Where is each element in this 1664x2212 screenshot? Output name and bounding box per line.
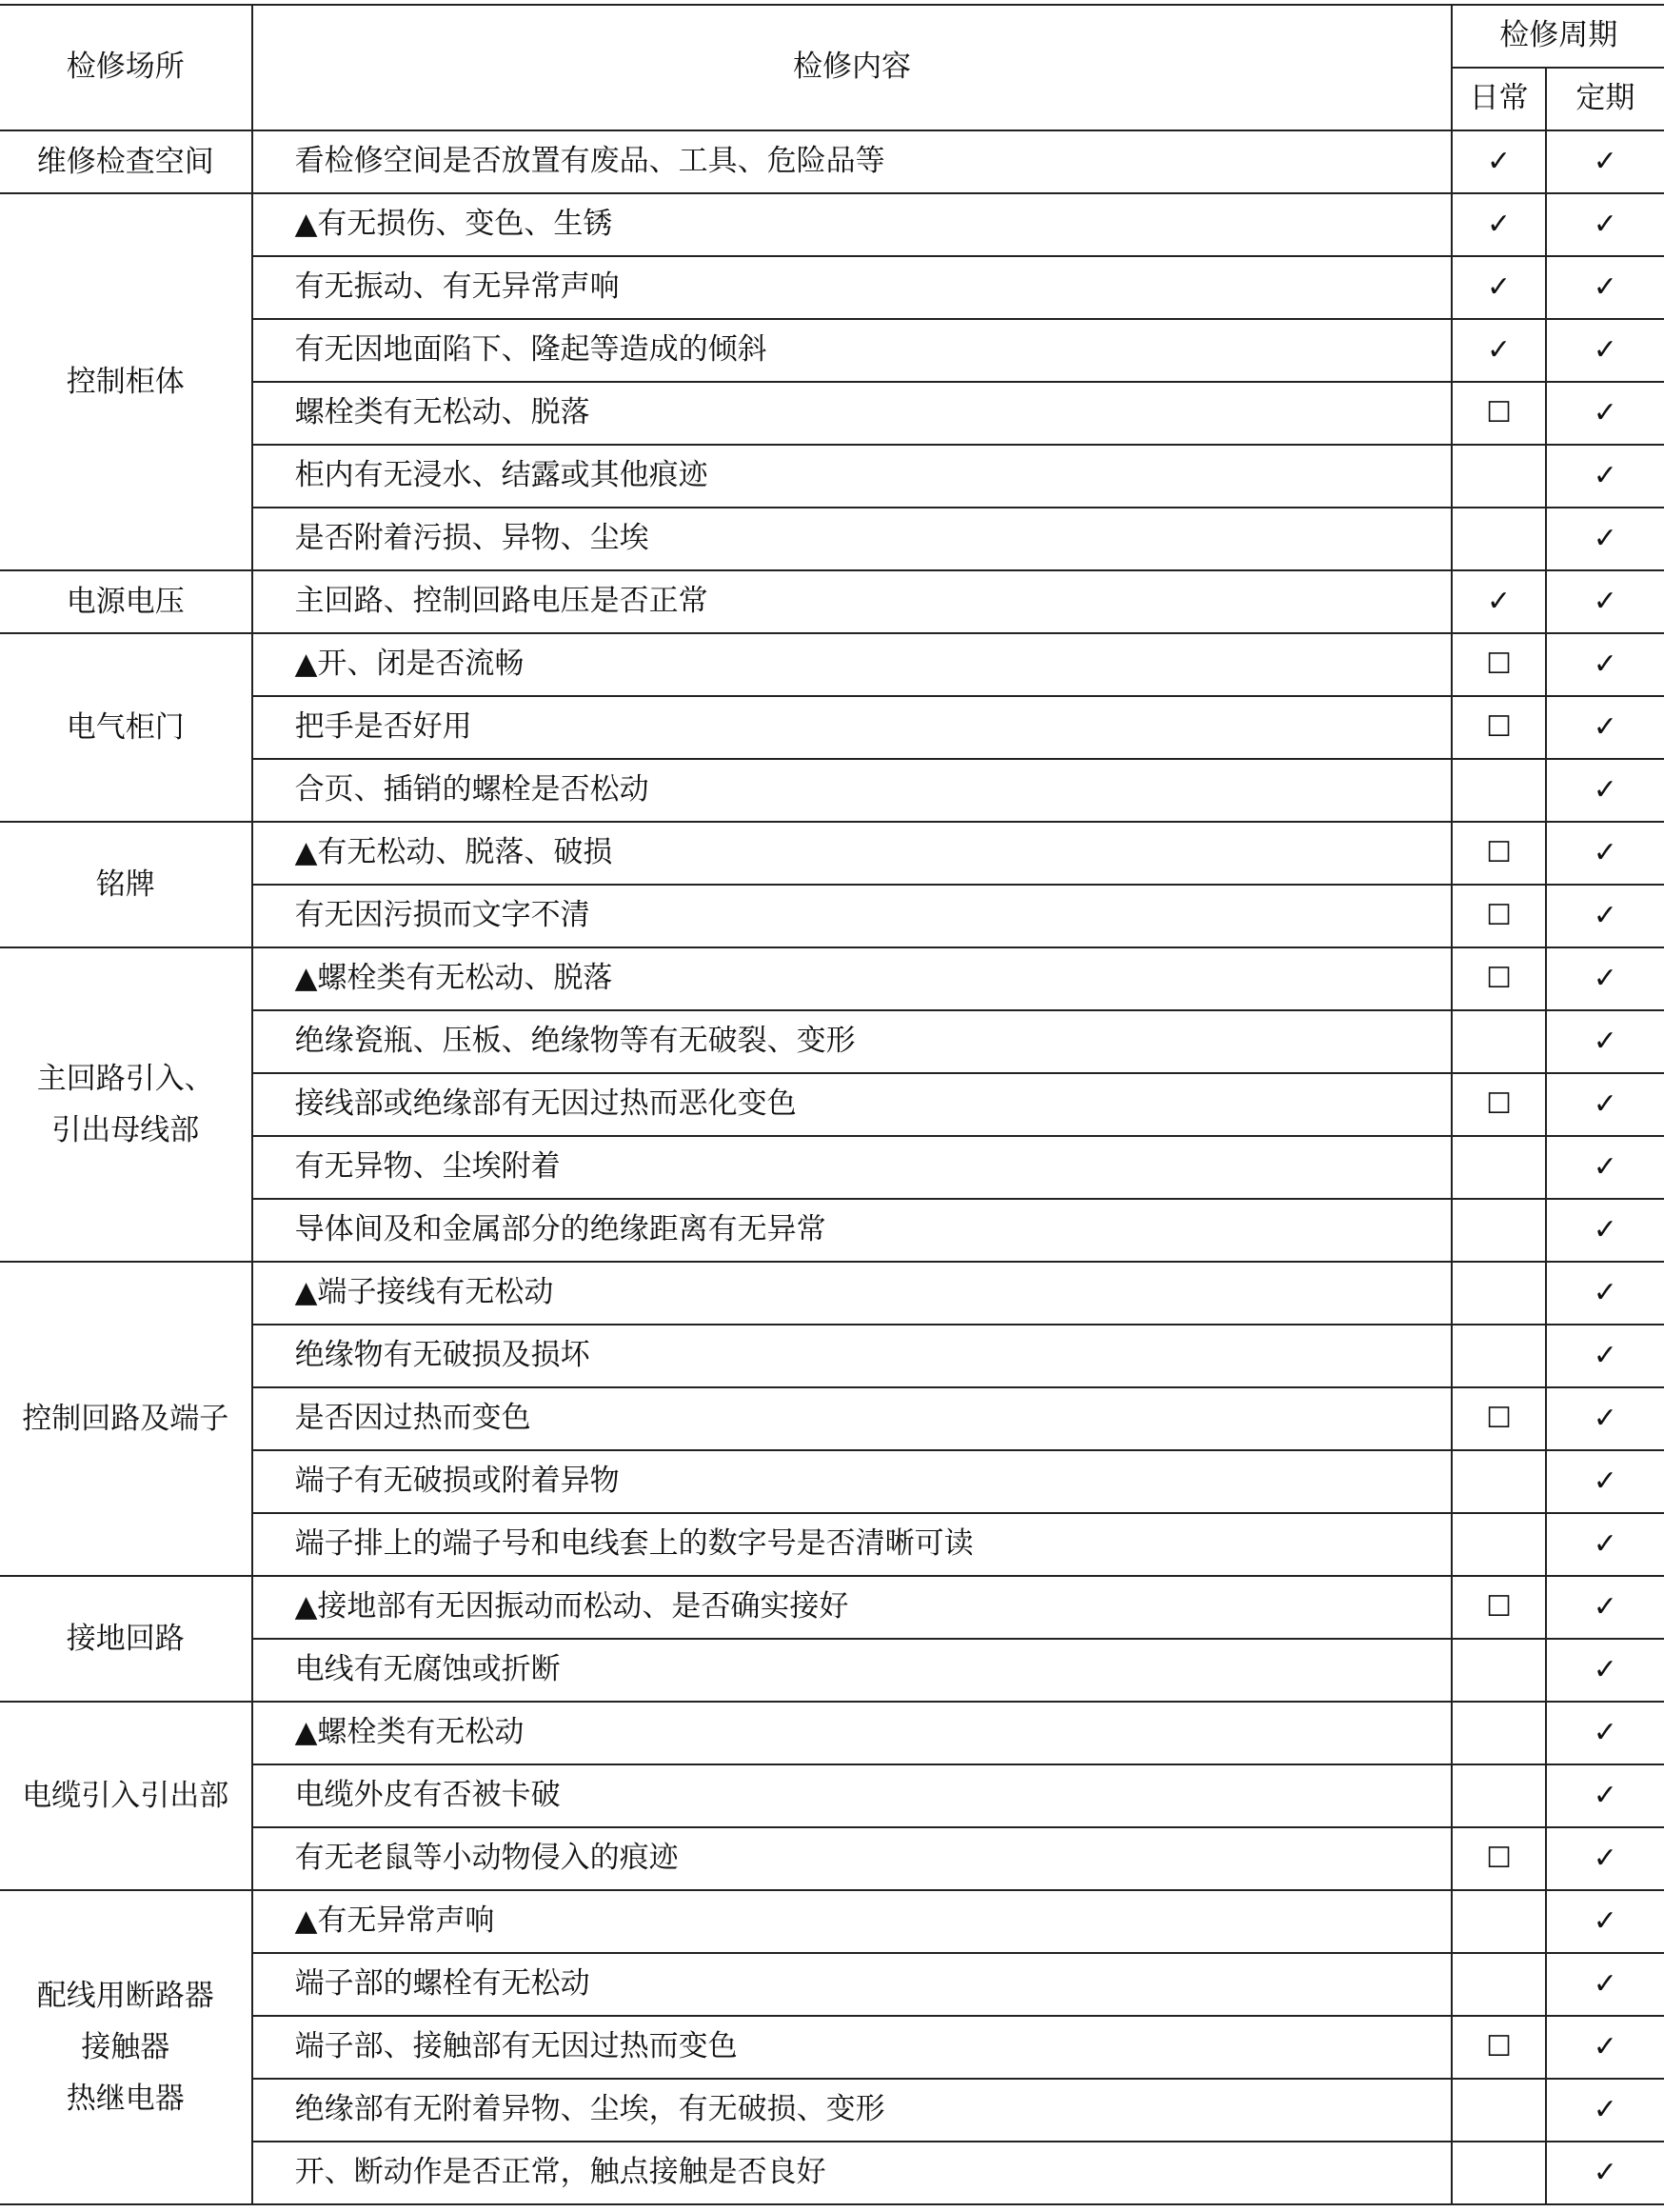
inspection-place-line: 主回路引入、 xyxy=(36,1061,214,1096)
periodic-check-icon: ✓ xyxy=(1546,1639,1664,1702)
inspection-content: 有无振动、有无异常声响 xyxy=(252,256,1453,319)
inspection-content: 柜内有无浸水、结露或其他痕迹 xyxy=(252,445,1453,508)
header-row-top xyxy=(0,5,1664,68)
inspection-content: 螺栓类有无松动、脱落 xyxy=(252,382,1453,445)
table-row xyxy=(0,1262,1664,1325)
inspection-place-line: 电源电压 xyxy=(66,584,185,619)
inspection-content: 绝缘瓷瓶、压板、绝缘物等有无破裂、变形 xyxy=(252,1010,1453,1073)
inspection-content: 端子排上的端子号和电线套上的数字号是否清晰可读 xyxy=(252,1513,1453,1576)
periodic-check-icon: ✓ xyxy=(1546,508,1664,570)
inspection-place-line: 接地回路 xyxy=(66,1621,185,1656)
periodic-check-icon: ✓ xyxy=(1546,1953,1664,2016)
daily-checkbox-icon: ☐ xyxy=(1452,1073,1545,1136)
inspection-place xyxy=(0,193,252,570)
inspection-content: ▲螺栓类有无松动、脱落 xyxy=(252,947,1453,1010)
periodic-check-icon: ✓ xyxy=(1546,633,1664,696)
table-row xyxy=(0,1576,1664,1639)
daily-check-icon: ✓ xyxy=(1452,130,1545,193)
periodic-check-icon: ✓ xyxy=(1546,445,1664,508)
inspection-content: 电线有无腐蚀或折断 xyxy=(252,1639,1453,1702)
inspection-content: 接线部或绝缘部有无因过热而恶化变色 xyxy=(252,1073,1453,1136)
daily-check-icon xyxy=(1452,1953,1545,2016)
inspection-content: 端子有无破损或附着异物 xyxy=(252,1450,1453,1513)
inspection-place-line: 引出母线部 xyxy=(51,1113,200,1147)
inspection-content: ▲端子接线有无松动 xyxy=(252,1262,1453,1325)
header-daily: 日常 xyxy=(1452,68,1545,130)
header-periodic: 定期 xyxy=(1546,68,1664,130)
inspection-place xyxy=(0,1576,252,1702)
periodic-check-icon: ✓ xyxy=(1546,1702,1664,1764)
inspection-content: ▲有无损伤、变色、生锈 xyxy=(252,193,1453,256)
daily-check-icon xyxy=(1452,1513,1545,1576)
periodic-check-icon: ✓ xyxy=(1546,759,1664,822)
table-row xyxy=(0,1890,1664,1953)
inspection-place xyxy=(0,822,252,947)
periodic-check-icon: ✓ xyxy=(1546,947,1664,1010)
inspection-place xyxy=(0,633,252,822)
table-row xyxy=(0,193,1664,256)
inspection-place-line: 控制柜体 xyxy=(66,364,185,399)
daily-checkbox-icon: ☐ xyxy=(1452,1387,1545,1450)
daily-checkbox-icon: ☐ xyxy=(1452,1827,1545,1890)
periodic-check-icon: ✓ xyxy=(1546,1764,1664,1827)
table-header xyxy=(0,5,1664,130)
daily-checkbox-icon: ☐ xyxy=(1452,1576,1545,1639)
inspection-content: 绝缘物有无破损及损坏 xyxy=(252,1325,1453,1387)
daily-check-icon xyxy=(1452,1890,1545,1953)
daily-checkbox-icon: ☐ xyxy=(1452,633,1545,696)
daily-checkbox-icon: ☐ xyxy=(1452,947,1545,1010)
periodic-check-icon: ✓ xyxy=(1546,1073,1664,1136)
periodic-check-icon: ✓ xyxy=(1546,1010,1664,1073)
daily-checkbox-icon: ☐ xyxy=(1452,382,1545,445)
inspection-content: 主回路、控制回路电压是否正常 xyxy=(252,570,1453,633)
inspection-content: ▲接地部有无因振动而松动、是否确实接好 xyxy=(252,1576,1453,1639)
inspection-content: 有无异物、尘埃附着 xyxy=(252,1136,1453,1199)
periodic-check-icon: ✓ xyxy=(1546,256,1664,319)
table-row xyxy=(0,130,1664,193)
daily-checkbox-icon: ☐ xyxy=(1452,696,1545,759)
periodic-check-icon: ✓ xyxy=(1546,2142,1664,2204)
header-place: 检修场所 xyxy=(0,5,252,130)
inspection-content: ▲有无异常声响 xyxy=(252,1890,1453,1953)
daily-check-icon xyxy=(1452,1136,1545,1199)
inspection-place-line: 热继电器 xyxy=(66,2082,185,2117)
inspection-content: 端子部、接触部有无因过热而变色 xyxy=(252,2016,1453,2079)
periodic-check-icon: ✓ xyxy=(1546,1890,1664,1953)
inspection-place xyxy=(0,570,252,633)
inspection-content: 把手是否好用 xyxy=(252,696,1453,759)
header-content: 检修内容 xyxy=(252,5,1453,130)
inspection-content: 是否附着污损、异物、尘埃 xyxy=(252,508,1453,570)
inspection-content: ▲有无松动、脱落、破损 xyxy=(252,822,1453,885)
periodic-check-icon: ✓ xyxy=(1546,1325,1664,1387)
daily-check-icon xyxy=(1452,2142,1545,2204)
inspection-place-line: 接触器 xyxy=(81,2029,170,2064)
daily-check-icon xyxy=(1452,1450,1545,1513)
daily-check-icon xyxy=(1452,1639,1545,1702)
periodic-check-icon: ✓ xyxy=(1546,1262,1664,1325)
periodic-check-icon: ✓ xyxy=(1546,885,1664,947)
header-cycle: 检修周期 xyxy=(1452,5,1664,68)
periodic-check-icon: ✓ xyxy=(1546,319,1664,382)
inspection-content: 合页、插销的螺栓是否松动 xyxy=(252,759,1453,822)
inspection-content: 看检修空间是否放置有废品、工具、危险品等 xyxy=(252,130,1453,193)
daily-check-icon xyxy=(1452,1325,1545,1387)
inspection-place xyxy=(0,130,252,193)
periodic-check-icon: ✓ xyxy=(1546,193,1664,256)
daily-check-icon: ✓ xyxy=(1452,193,1545,256)
periodic-check-icon: ✓ xyxy=(1546,822,1664,885)
inspection-place-line: 配线用断路器 xyxy=(36,1978,214,2013)
table-body xyxy=(0,130,1664,2204)
inspection-place-line: 铭牌 xyxy=(95,867,155,902)
daily-check-icon xyxy=(1452,445,1545,508)
table-row xyxy=(0,822,1664,885)
inspection-content: 绝缘部有无附着异物、尘埃，有无破损、变形 xyxy=(252,2079,1453,2142)
periodic-check-icon: ✓ xyxy=(1546,1136,1664,1199)
inspection-place-line: 控制回路及端子 xyxy=(22,1401,229,1436)
daily-check-icon xyxy=(1452,508,1545,570)
periodic-check-icon: ✓ xyxy=(1546,130,1664,193)
periodic-check-icon: ✓ xyxy=(1546,1450,1664,1513)
inspection-place-line: 电气柜门 xyxy=(66,709,185,745)
table-row xyxy=(0,633,1664,696)
inspection-place xyxy=(0,947,252,1262)
daily-check-icon xyxy=(1452,1199,1545,1262)
inspection-place xyxy=(0,1262,252,1576)
inspection-content: 开、断动作是否正常，触点接触是否良好 xyxy=(252,2142,1453,2204)
periodic-check-icon: ✓ xyxy=(1546,696,1664,759)
table-row xyxy=(0,570,1664,633)
periodic-check-icon: ✓ xyxy=(1546,2079,1664,2142)
daily-check-icon xyxy=(1452,1262,1545,1325)
inspection-content: 电缆外皮有否被卡破 xyxy=(252,1764,1453,1827)
daily-check-icon xyxy=(1452,1702,1545,1764)
daily-check-icon: ✓ xyxy=(1452,570,1545,633)
inspection-place-line: 维修检查空间 xyxy=(36,144,214,179)
inspection-content: 有无老鼠等小动物侵入的痕迹 xyxy=(252,1827,1453,1890)
daily-check-icon xyxy=(1452,2079,1545,2142)
daily-check-icon: ✓ xyxy=(1452,256,1545,319)
daily-check-icon xyxy=(1452,1764,1545,1827)
inspection-content: 端子部的螺栓有无松动 xyxy=(252,1953,1453,2016)
table-row xyxy=(0,1702,1664,1764)
inspection-content: 有无因污损而文字不清 xyxy=(252,885,1453,947)
daily-checkbox-icon: ☐ xyxy=(1452,885,1545,947)
inspection-content: ▲螺栓类有无松动 xyxy=(252,1702,1453,1764)
table-row xyxy=(0,947,1664,1010)
inspection-content: ▲开、闭是否流畅 xyxy=(252,633,1453,696)
inspection-table xyxy=(0,4,1664,2205)
inspection-place xyxy=(0,1702,252,1890)
inspection-content: 是否因过热而变色 xyxy=(252,1387,1453,1450)
daily-check-icon xyxy=(1452,759,1545,822)
inspection-place xyxy=(0,1890,252,2204)
daily-check-icon xyxy=(1452,1010,1545,1073)
periodic-check-icon: ✓ xyxy=(1546,1387,1664,1450)
inspection-place-line: 电缆引入引出部 xyxy=(22,1778,229,1813)
periodic-check-icon: ✓ xyxy=(1546,2016,1664,2079)
periodic-check-icon: ✓ xyxy=(1546,570,1664,633)
daily-checkbox-icon: ☐ xyxy=(1452,822,1545,885)
periodic-check-icon: ✓ xyxy=(1546,1827,1664,1890)
periodic-check-icon: ✓ xyxy=(1546,1513,1664,1576)
inspection-content: 导体间及和金属部分的绝缘距离有无异常 xyxy=(252,1199,1453,1262)
periodic-check-icon: ✓ xyxy=(1546,1576,1664,1639)
periodic-check-icon: ✓ xyxy=(1546,382,1664,445)
periodic-check-icon: ✓ xyxy=(1546,1199,1664,1262)
daily-checkbox-icon: ☐ xyxy=(1452,2016,1545,2079)
inspection-content: 有无因地面陷下、隆起等造成的倾斜 xyxy=(252,319,1453,382)
daily-check-icon: ✓ xyxy=(1452,319,1545,382)
